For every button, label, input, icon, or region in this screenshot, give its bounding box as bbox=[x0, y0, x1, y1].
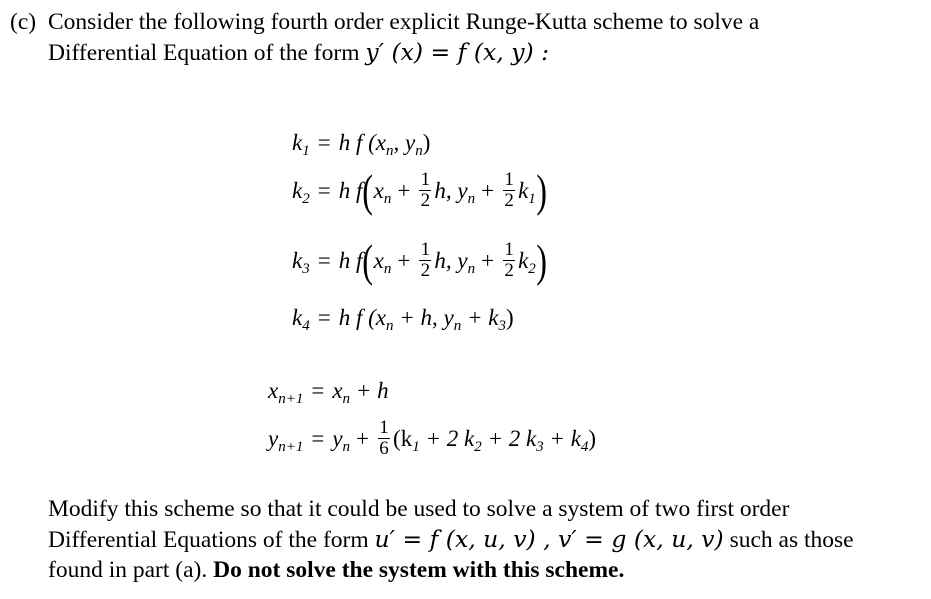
equation-k3: $k_3$ = h f ( $x_n$ + $\frac{1}{2}$ h, $y_n$ + $\frac{1}{2}$ $k_2$ ) bbox=[292, 234, 547, 286]
fraction: $\frac{1}{2}$ bbox=[504, 169, 514, 211]
instruction-bold: Do not solve the system with this scheme. bbox=[213, 557, 625, 583]
question-task bbox=[48, 494, 918, 585]
equation-x-next: $x_{n+1}$ = $x_n + h$ bbox=[268, 378, 389, 407]
equation-k1: $k_1$ = h f ($x_n$, $y_n$) bbox=[292, 130, 431, 159]
intro-line-1: Consider the following fourth order explicit Runge-Kutta scheme to solve a bbox=[48, 9, 760, 35]
question-intro bbox=[10, 7, 910, 68]
task-line-1: Modify this scheme so that it could be used to solve a system of two first order bbox=[48, 496, 790, 522]
fraction: $\frac{1}{2}$ bbox=[420, 169, 431, 211]
task-line-3: found in part (a). Do not solve the system with this scheme. bbox=[48, 557, 625, 583]
fraction: $\frac{1}{2}$ bbox=[420, 239, 431, 281]
equation-k4: $k_4$ = h f ($x_n + h$, $y_n + k_3$) bbox=[292, 305, 514, 334]
equation-y-next: $y_{n+1}$ = $y_n$ + $\frac{1}{6}$ ($k_1 + 2$ $k_2 + 2$ $k_3 + k_4$) bbox=[268, 417, 597, 459]
system-form: u′ = f (x, u, v) , v′ = g (x, u, v) bbox=[374, 525, 724, 553]
equation-k2: $k_2$ = h f ( $x_n$ + $\frac{1}{2}$ h, $y_n$ + $\frac{1}{2}$ $k_1$ ) bbox=[292, 164, 547, 216]
fraction: $\frac{1}{2}$ bbox=[504, 239, 514, 281]
intro-line-2: Differential Equation of the form y′ (x) = f (x, y) : bbox=[48, 38, 550, 66]
part-label: (c) bbox=[10, 9, 37, 35]
ode-form: y′ (x) = f (x, y) : bbox=[365, 38, 550, 66]
task-line-2: Differential Equations of the form u′ = f (x, u, v) , v′ = g (x, u, v) such as those bbox=[48, 525, 854, 553]
fraction: $\frac{1}{6}$ bbox=[379, 417, 389, 459]
